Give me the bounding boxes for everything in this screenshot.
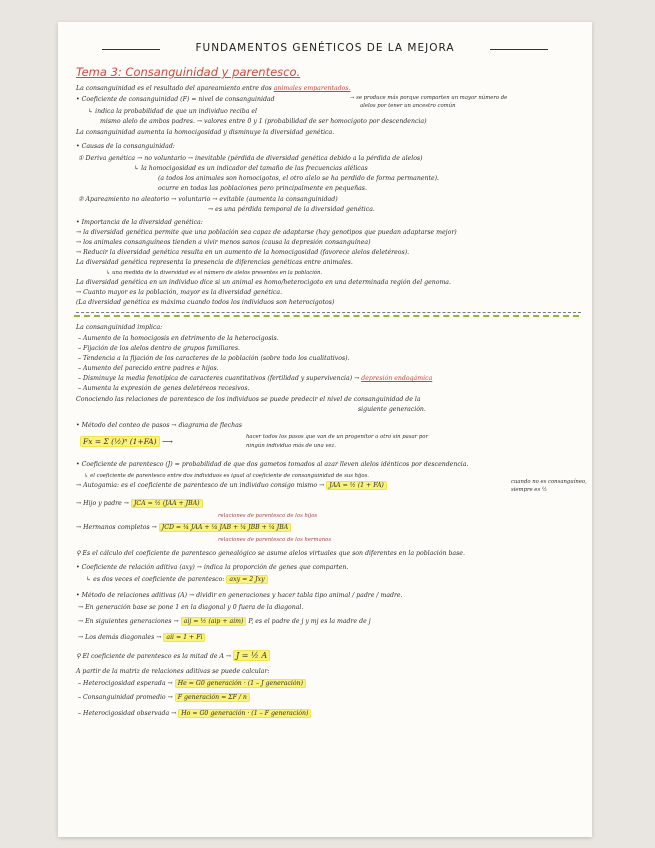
page-title: FUNDAMENTOS GENÉTICOS DE LA MEJORA [195, 42, 455, 54]
text-line: • Coeficiente de consanguinidad (F) = nivel de consanguinidad [76, 96, 275, 103]
text-line: – Fijación de los alelos dentro de grupos familiares. [78, 345, 240, 352]
text-line: La diversidad genética en un individuo dice si un animal es homo/heterocigoto en una determinada región del genoma. [76, 279, 451, 286]
text-line: → Autogamia: es el coeficiente de parentesco de un individuo consigo mismo → JAA = ½ (1 + FA) [76, 482, 387, 490]
text-line: La consanguinidad es el resultado del apareamiento entre dos animales emparentados. [76, 85, 351, 92]
text-line: • Método de relaciones aditivas (A) → dividir en generaciones y hacer tabla tipo animal / padre / madre. [76, 592, 403, 599]
text-line: relaciones de parentesco de los hijos [218, 513, 318, 519]
text-line: – Aumenta la expresión de genes deletéreos recesivos. [78, 385, 250, 392]
text-line: ↳ una medida de la diversidad es el número de alelos presentes en la población. [106, 270, 323, 276]
text-line: → la diversidad genética permite que una población sea capaz de adaptarse (hay genotipos que puedan adaptarse mejor) [76, 229, 457, 236]
divider-dashed [74, 315, 579, 317]
text-line: ↳ la homocigosidad es un indicador del tamaño de las frecuencias alélicas [134, 165, 368, 172]
formula-box: Fx = Σ (½)ⁿ (1+FA) ⟶ [80, 438, 173, 446]
text-line: – Disminuye la media fenotípica de caracteres cuantitativos (fertilidad y supervivencia) → depresión endogámica [78, 375, 433, 382]
text-line: ↳ indica la probabilidad de que un individuo reciba el [88, 108, 258, 115]
theme-heading: Tema 3: Consanguinidad y parentesco. [76, 65, 301, 79]
text-line: • Coeficiente de relación aditiva (axy) → indica la proporción de genes que comparten. [76, 564, 349, 571]
text-line: ocurre en todas las poblaciones pero principalmente en pequeñas. [158, 185, 367, 192]
text-line: A partir de la matriz de relaciones aditivas se puede calcular: [76, 668, 270, 675]
text-line: ⚲ Es el cálculo del coeficiente de parentesco genealógico se asume alelos virtuales que son diferentes en la población base. [76, 550, 465, 557]
text-line: mismo alelo de ambos padres. → valores entre 0 y 1 (probabilidad de ser homocigoto por descendencia) [100, 118, 427, 125]
text-line: ① Deriva genética → no voluntario → inevitable (pérdida de diversidad genética debido a la pérdida de alelos) [78, 155, 423, 162]
text-line: ↳ es dos veces el coeficiente de parentesco: axy = 2 Jxy [86, 576, 268, 584]
text-line: alelos por tener un ancestro común [360, 103, 456, 109]
text-line: – Consanguinidad promedio → F generación = ΣF / n [78, 694, 250, 702]
text-line: → Los demás diagonales → aii = 1 + Fi [78, 634, 205, 642]
text-line: → los animales consanguíneos tienden a vivir menos sanos (causa la depresión consanguínea) [76, 239, 371, 246]
text-line: → se produce más porque comparten un mayor número de [350, 95, 508, 101]
text-line: Conociendo las relaciones de parentesco de los individuos se puede predecir el nivel de consanguinidad de la [76, 396, 421, 403]
text-line: – Heterocigosidad esperada → He = G0 generación · (1 – J generación) [78, 680, 306, 688]
text-line: hacer todos los pasos que van de un progenitor a otro sin pasar por [246, 434, 429, 440]
notebook-page [58, 22, 592, 837]
text-line: – Aumento del parecido entre padres e hijos. [78, 365, 219, 372]
text-line: ② Apareamiento no aleatorio → voluntario → evitable (aumenta la consanguinidad) [78, 196, 338, 203]
divider-line [76, 312, 581, 313]
text-line: • Importancia de la diversidad genética: [76, 219, 203, 226]
text-line: – Heterocigosidad observada → Ho = G0 generación · (1 – F generación) [78, 710, 311, 718]
text-line: • Coeficiente de parentesco (J) = probabilidad de que dos gametos tomados al azar lleven alelos idénticos por descendencia. [76, 461, 469, 468]
text-line: → Cuanto mayor es la población, mayor es la diversidad genética. [76, 289, 283, 296]
text-line: cuando no es consanguíneo, [511, 479, 587, 485]
text-line: → Hermanos completos → JCD = ¼ JAA + ¼ JAB + ¼ JBB + ¼ JBA [76, 524, 291, 532]
text-line: relaciones de parentesco de los hermanos [218, 537, 332, 543]
text-line: La diversidad genética representa la presencia de diferencias genéticas entre animales. [76, 259, 353, 266]
text-line: → es una pérdida temporal de la diversidad genética. [208, 206, 375, 213]
text-line: → Hijo y padre → JCA = ½ (JAA + JBA) [76, 500, 203, 508]
text-line: → En siguientes generaciones → aij = ½ (aip + aim) P, es el padre de j y mj es la madre de j [78, 618, 371, 625]
text-line: (a todos los animales son homocigotos, el otro alelo se ha perdido de forma permanente). [158, 175, 440, 182]
title-rule-right [490, 49, 548, 50]
text-line: → En generación base se pone 1 en la diagonal y 0 fuera de la diagonal. [78, 604, 304, 611]
text-line: – Tendencia a la fijación de los caracteres de la población (sobre todo los cualitativos). [78, 355, 350, 362]
text-line: • Causas de la consanguinidad: [76, 143, 175, 150]
text-line: La consanguinidad implica: [76, 324, 163, 331]
text-line: ↳ el coeficiente de parentesco entre dos individuos es igual al coeficiente de consanguinidad de sus hijos. [84, 473, 369, 479]
text-line: (La diversidad genética es máxima cuando todos los individuos son heterocigotos) [76, 299, 335, 306]
text-line: ningún individuo más de una vez. [246, 443, 337, 449]
text-line: – Aumento de la homocigosis en detrimento de la heterocigosis. [78, 335, 279, 342]
text-line: ⚲ El coeficiente de parentesco es la mitad de A → J = ½ A [76, 652, 270, 661]
text-line: siempre es ½ [511, 487, 547, 493]
text-line: → Reducir la diversidad genética resulta en un aumento de la homocigosidad (favorece alelos deletéreos). [76, 249, 410, 256]
text-line: siguiente generación. [358, 406, 426, 413]
text-line: • Método del conteo de pasos → diagrama de flechas [76, 422, 242, 429]
text-line: La consanguinidad aumenta la homocigosidad y disminuye la diversidad genética. [76, 129, 335, 136]
